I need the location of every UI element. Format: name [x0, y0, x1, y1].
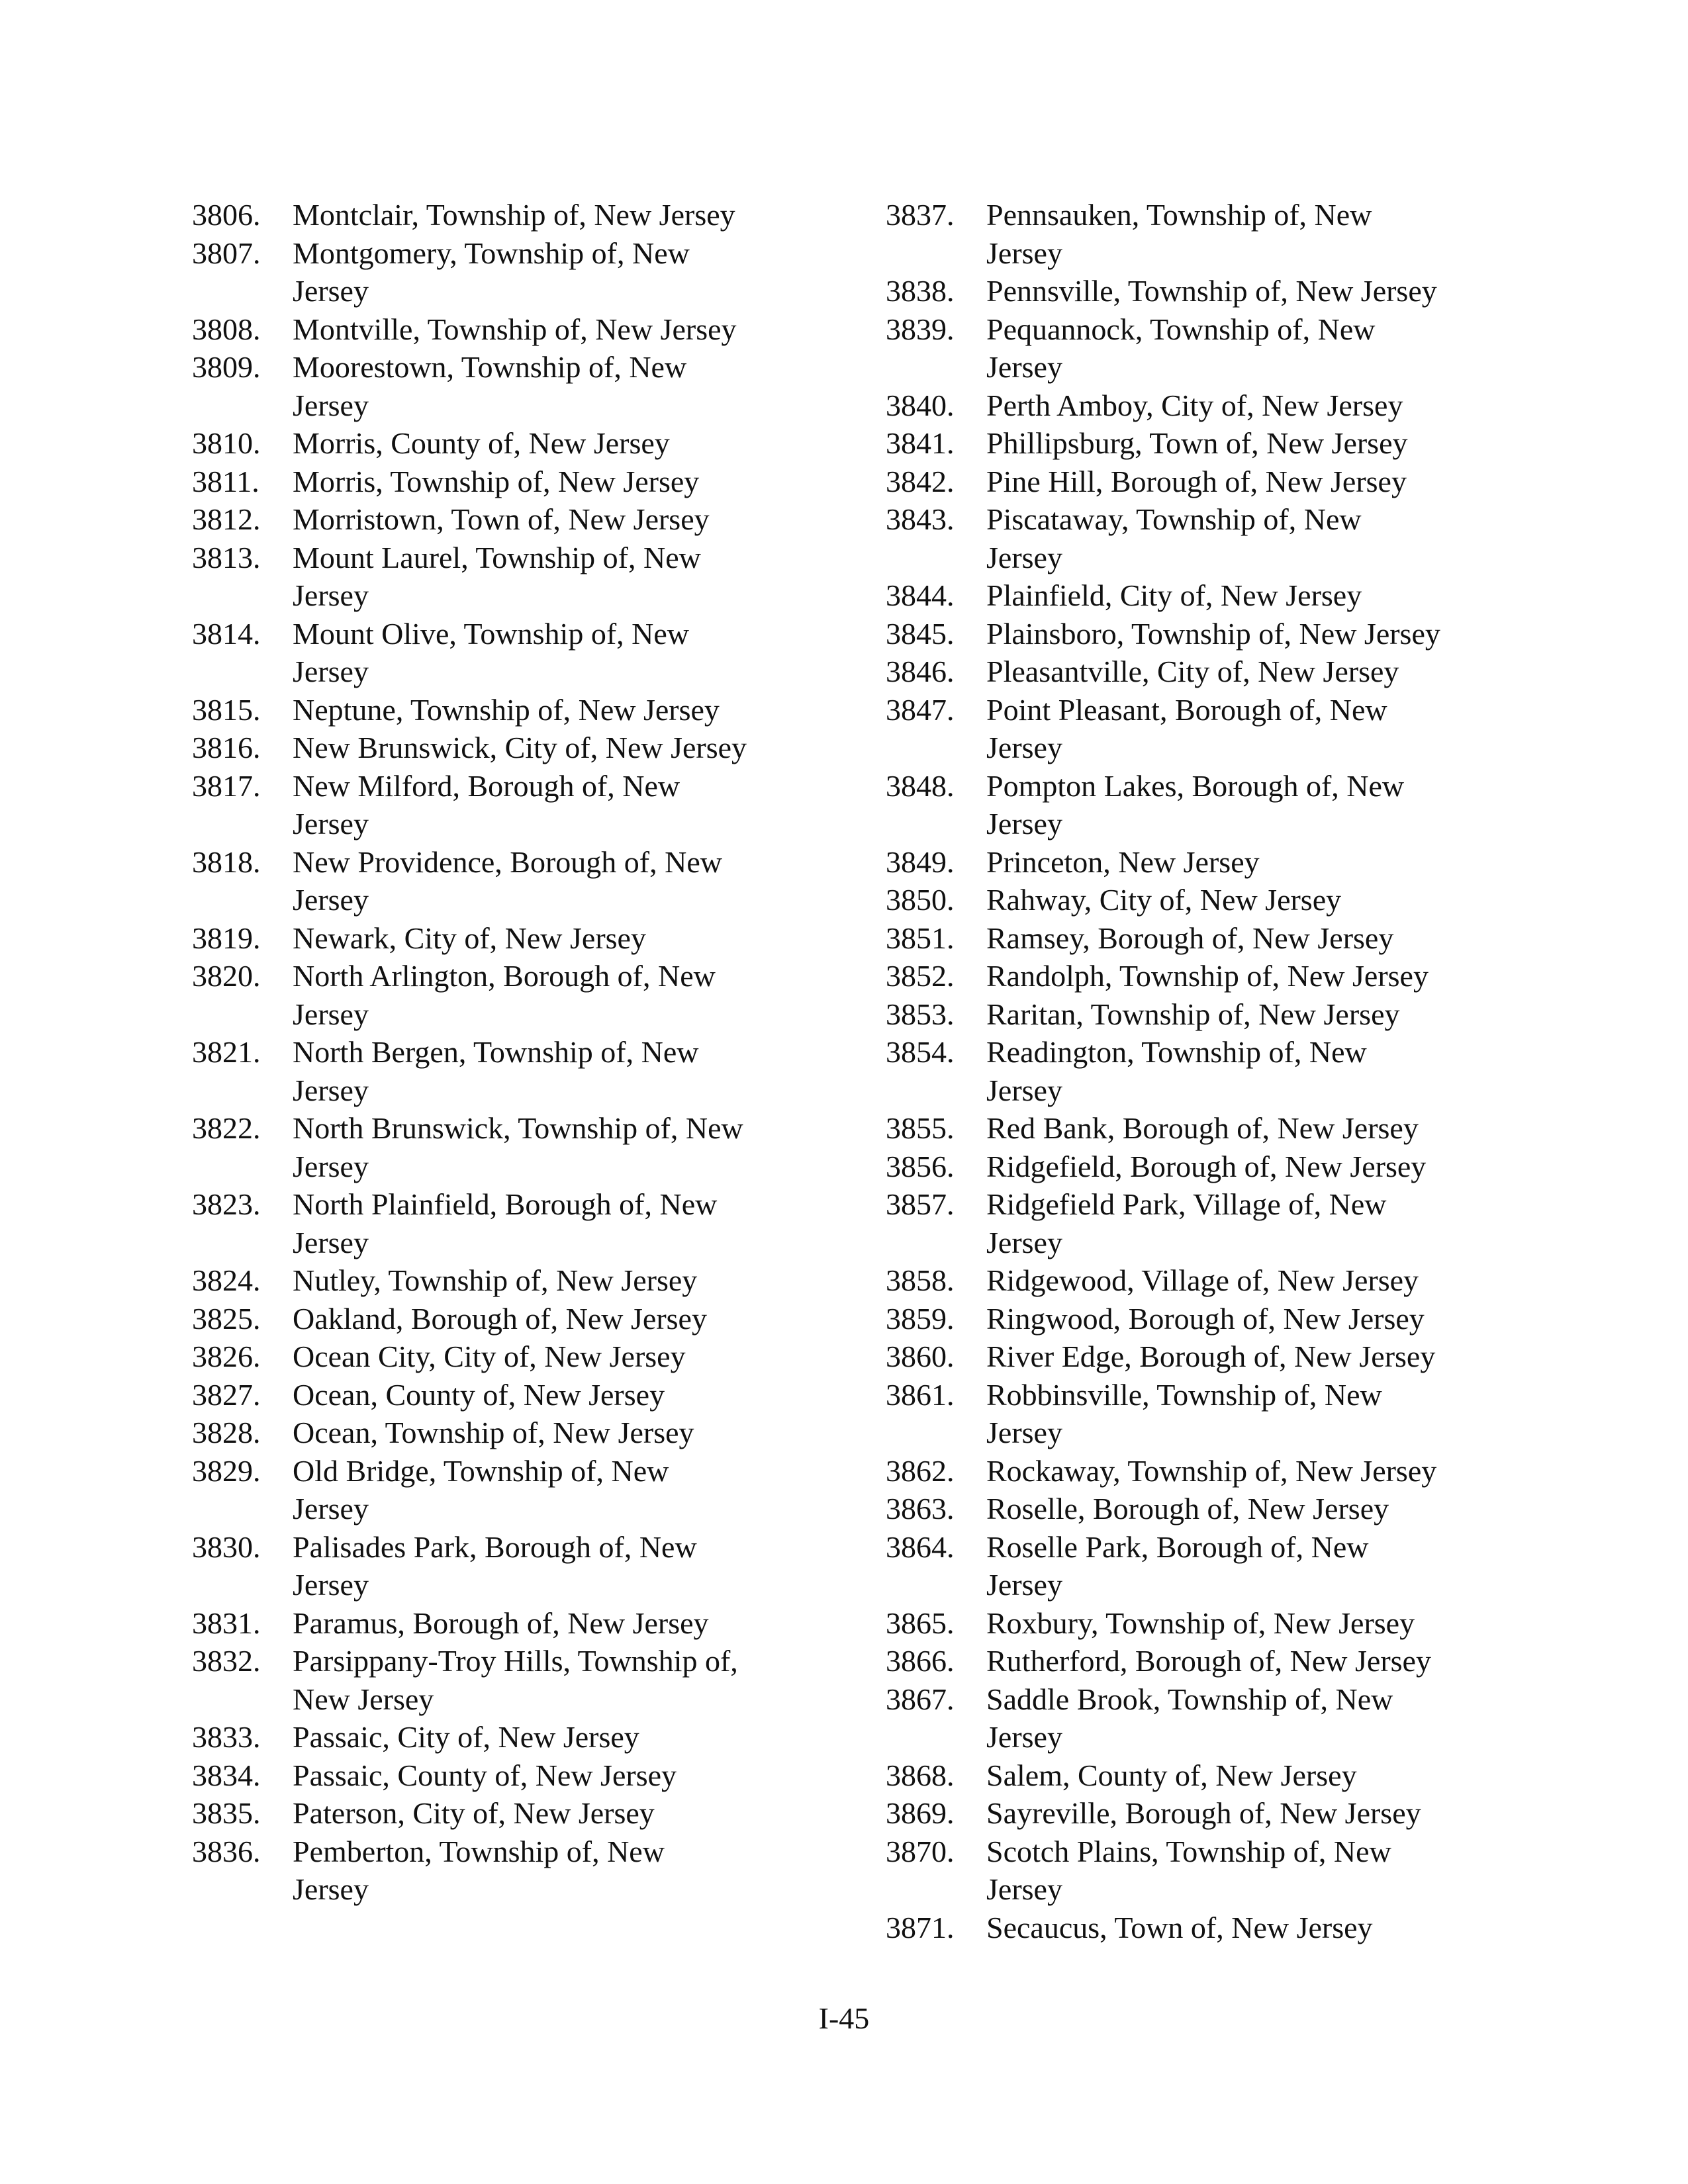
entry-line: Jersey: [293, 274, 369, 308]
entry-number: 3842.: [886, 464, 955, 498]
right-column-list: [886, 196, 1521, 1946]
entry-line: Randolph, Township of, New Jersey: [986, 959, 1429, 993]
entry-number: 3847.: [886, 692, 955, 727]
entry-number: 3830.: [192, 1529, 261, 1564]
entry-line: Montgomery, Township of, New: [293, 236, 690, 270]
list-item: [886, 995, 1521, 1034]
entry-line: Jersey: [293, 388, 369, 422]
entry-number: 3848.: [886, 768, 955, 803]
entry-text: [986, 653, 1521, 691]
entry-line: Readington, Township of, New: [986, 1035, 1367, 1069]
entry-line: Saddle Brook, Township of, New: [986, 1682, 1393, 1716]
entry-text: [986, 767, 1521, 843]
entry-number: 3814.: [192, 616, 261, 651]
entry-text: [293, 1261, 827, 1300]
list-item: [886, 1261, 1521, 1300]
entry-number: 3849.: [886, 844, 955, 879]
entry-line: Secaucus, Town of, New Jersey: [986, 1910, 1373, 1944]
list-item: [192, 1300, 827, 1338]
entry-line: Jersey: [293, 1872, 369, 1906]
list-item: [192, 767, 827, 843]
entry-line: Passaic, City of, New Jersey: [293, 1720, 639, 1754]
entry-text: [293, 463, 827, 501]
entry-number: 3810.: [192, 426, 261, 460]
list-item: [192, 539, 827, 615]
entry-text: [293, 1300, 827, 1338]
list-item: [886, 843, 1521, 882]
entry-number: 3851.: [886, 921, 955, 955]
list-item: [886, 387, 1521, 425]
entry-line: Scotch Plains, Township of, New: [986, 1834, 1391, 1868]
entry-line: Pennsauken, Township of, New: [986, 198, 1372, 232]
entry-number: 3854.: [886, 1035, 955, 1069]
entry-text: [986, 957, 1521, 995]
entry-line: New Brunswick, City of, New Jersey: [293, 731, 747, 764]
entry-line: Ridgefield, Borough of, New Jersey: [986, 1149, 1427, 1183]
entry-text: [293, 767, 827, 843]
list-item: [886, 1109, 1521, 1148]
entry-number: 3856.: [886, 1149, 955, 1183]
entry-number: 3839.: [886, 312, 955, 346]
entry-line: Piscataway, Township of, New: [986, 502, 1362, 536]
entry-text: [986, 843, 1521, 882]
entry-line: Montville, Township of, New Jersey: [293, 312, 737, 346]
entry-line: Jersey: [986, 1720, 1062, 1754]
entry-line: Jersey: [293, 997, 369, 1031]
entry-number: 3860.: [886, 1340, 955, 1373]
list-item: [192, 310, 827, 349]
entry-line: Pine Hill, Borough of, New Jersey: [986, 464, 1407, 498]
entry-line: Morris, Township of, New Jersey: [293, 464, 700, 498]
entry-text: [986, 1148, 1521, 1186]
entry-text: [986, 1109, 1521, 1148]
list-item: [192, 1642, 827, 1718]
entry-text: [986, 1490, 1521, 1528]
entry-text: [293, 1338, 827, 1376]
entry-line: Rockaway, Township of, New Jersey: [986, 1453, 1437, 1488]
entry-number: 3870.: [886, 1834, 955, 1868]
entry-line: Jersey: [986, 540, 1062, 574]
list-item: [192, 1185, 827, 1261]
entry-line: Palisades Park, Borough of, New: [293, 1529, 697, 1564]
entry-number: 3816.: [192, 731, 261, 764]
entry-line: Ridgefield Park, Village of, New: [986, 1187, 1387, 1221]
entry-number: 3844.: [886, 578, 955, 612]
entry-line: Jersey: [293, 807, 369, 841]
entry-text: [986, 919, 1521, 958]
entry-line: Jersey: [986, 236, 1062, 270]
entry-line: Pequannock, Township of, New: [986, 312, 1376, 346]
entry-line: Raritan, Township of, New Jersey: [986, 997, 1400, 1031]
list-item: [886, 1794, 1521, 1833]
entry-line: Jersey: [986, 731, 1062, 764]
list-item: [886, 1452, 1521, 1490]
entry-number: 3858.: [886, 1263, 955, 1297]
entry-text: [986, 387, 1521, 425]
entry-line: Rahway, City of, New Jersey: [986, 883, 1342, 917]
entry-line: Roselle, Borough of, New Jersey: [986, 1492, 1389, 1525]
list-item: [886, 1756, 1521, 1795]
entry-number: 3850.: [886, 883, 955, 917]
entry-line: Jersey: [293, 1568, 369, 1602]
entry-line: Salem, County of, New Jersey: [986, 1758, 1357, 1792]
list-item: [886, 691, 1521, 767]
entry-number: 3806.: [192, 198, 261, 232]
entry-text: [986, 272, 1521, 310]
page-number: I-45: [818, 2001, 870, 2035]
entry-line: Perth Amboy, City of, New Jersey: [986, 388, 1403, 422]
entry-number: 3822.: [192, 1111, 261, 1145]
list-item: [886, 767, 1521, 843]
entry-number: 3864.: [886, 1529, 955, 1564]
entry-line: Roxbury, Township of, New Jersey: [986, 1606, 1415, 1640]
entry-number: 3812.: [192, 502, 261, 536]
entry-line: Pompton Lakes, Borough of, New: [986, 768, 1405, 803]
entry-number: 3865.: [886, 1606, 955, 1640]
entry-line: Red Bank, Borough of, New Jersey: [986, 1111, 1419, 1145]
entry-line: Ramsey, Borough of, New Jersey: [986, 921, 1394, 955]
list-item: [886, 1833, 1521, 1909]
entry-line: Parsippany-Troy Hills, Township of,: [293, 1644, 738, 1678]
entry-text: [986, 1300, 1521, 1338]
entry-text: [293, 1833, 827, 1909]
entry-line: Jersey: [293, 1149, 369, 1183]
entry-number: 3863.: [886, 1492, 955, 1525]
entry-number: 3841.: [886, 426, 955, 460]
entry-line: North Brunswick, Township of, New: [293, 1111, 743, 1145]
entry-text: [986, 196, 1521, 272]
entry-number: 3823.: [192, 1187, 261, 1221]
list-item: [886, 1185, 1521, 1261]
list-item: [192, 1718, 827, 1756]
entry-text: [986, 500, 1521, 576]
list-item: [192, 957, 827, 1033]
entry-line: Jersey: [293, 883, 369, 917]
list-item: [886, 1680, 1521, 1756]
entry-number: 3853.: [886, 997, 955, 1031]
entry-text: [293, 539, 827, 615]
entry-number: 3811.: [192, 464, 259, 498]
entry-text: [293, 1642, 827, 1718]
entry-line: Nutley, Township of, New Jersey: [293, 1263, 698, 1297]
entry-line: Point Pleasant, Borough of, New: [986, 692, 1387, 727]
entry-text: [986, 463, 1521, 501]
entry-text: [293, 196, 827, 234]
entry-number: 3829.: [192, 1453, 261, 1488]
entry-text: [293, 615, 827, 691]
list-item: [886, 424, 1521, 463]
entry-number: 3833.: [192, 1720, 261, 1754]
entry-number: 3871.: [886, 1910, 955, 1944]
entry-line: Jersey: [986, 1073, 1062, 1107]
list-item: [192, 843, 827, 919]
entry-text: [986, 1680, 1521, 1756]
entry-line: Passaic, County of, New Jersey: [293, 1758, 677, 1792]
entry-text: [986, 881, 1521, 919]
entry-number: 3807.: [192, 236, 261, 270]
entry-line: Oakland, Borough of, New Jersey: [293, 1301, 707, 1336]
entry-number: 3861.: [886, 1377, 955, 1412]
entry-line: Jersey: [986, 807, 1062, 841]
entry-line: Ridgewood, Village of, New Jersey: [986, 1263, 1419, 1297]
entry-text: [986, 1604, 1521, 1643]
entry-number: 3827.: [192, 1377, 261, 1412]
entry-line: Newark, City of, New Jersey: [293, 921, 646, 955]
entry-text: [986, 1261, 1521, 1300]
list-item: [886, 1338, 1521, 1376]
entry-number: 3821.: [192, 1035, 261, 1069]
entry-line: Rutherford, Borough of, New Jersey: [986, 1644, 1431, 1678]
entry-text: [986, 1909, 1521, 1947]
list-item: [192, 1604, 827, 1643]
entry-text: [986, 1185, 1521, 1261]
entry-text: [293, 1756, 827, 1795]
entry-number: 3857.: [886, 1187, 955, 1221]
list-item: [886, 919, 1521, 958]
entry-text: [986, 1033, 1521, 1109]
list-item: [192, 691, 827, 729]
entry-line: Old Bridge, Township of, New: [293, 1453, 669, 1488]
entry-line: Jersey: [293, 1225, 369, 1259]
entry-line: Montclair, Township of, New Jersey: [293, 198, 735, 232]
entry-line: Morris, County of, New Jersey: [293, 426, 670, 460]
list-item: [886, 1490, 1521, 1528]
entry-number: 3825.: [192, 1301, 261, 1336]
entry-line: Ocean, County of, New Jersey: [293, 1377, 665, 1412]
entry-number: 3832.: [192, 1644, 261, 1678]
entry-text: [293, 348, 827, 424]
entry-line: Mount Laurel, Township of, New: [293, 540, 701, 574]
entry-line: Jersey: [986, 350, 1062, 384]
entry-text: [293, 234, 827, 310]
entry-text: [986, 576, 1521, 615]
entry-text: [986, 1528, 1521, 1604]
entry-number: 3843.: [886, 502, 955, 536]
entry-line: Neptune, Township of, New Jersey: [293, 692, 720, 727]
entry-text: [986, 615, 1521, 653]
entry-line: Moorestown, Township of, New: [293, 350, 687, 384]
list-item: [886, 500, 1521, 576]
entry-line: Pleasantville, City of, New Jersey: [986, 655, 1399, 688]
list-item: [192, 1833, 827, 1909]
list-item: [886, 1528, 1521, 1604]
entry-number: 3813.: [192, 540, 261, 574]
entry-text: [293, 1528, 827, 1604]
entry-text: [293, 691, 827, 729]
list-item: [192, 500, 827, 539]
list-item: [192, 1528, 827, 1604]
list-item: [886, 1033, 1521, 1109]
entry-number: 3866.: [886, 1644, 955, 1678]
entry-number: 3859.: [886, 1301, 955, 1336]
list-item: [886, 576, 1521, 615]
list-item: [886, 272, 1521, 310]
list-item: [886, 1642, 1521, 1680]
entry-line: Jersey: [293, 655, 369, 688]
entry-line: Paramus, Borough of, New Jersey: [293, 1606, 709, 1640]
entry-line: Pennsville, Township of, New Jersey: [986, 274, 1437, 308]
entry-number: 3826.: [192, 1340, 261, 1373]
entry-number: 3817.: [192, 768, 261, 803]
entry-line: Jersey: [986, 1416, 1062, 1449]
entry-line: Plainfield, City of, New Jersey: [986, 578, 1362, 612]
left-column-list: [192, 196, 827, 1909]
entry-number: 3840.: [886, 388, 955, 422]
list-item: [192, 1376, 827, 1414]
list-item: [886, 1148, 1521, 1186]
entry-text: [293, 1794, 827, 1833]
entry-number: 3835.: [192, 1796, 261, 1830]
entry-text: [986, 1756, 1521, 1795]
list-item: [192, 348, 827, 424]
entry-text: [293, 1414, 827, 1452]
entry-number: 3836.: [192, 1834, 261, 1868]
entry-text: [293, 310, 827, 349]
list-item: [886, 1909, 1521, 1947]
entry-line: New Providence, Borough of, New: [293, 844, 722, 879]
list-item: [192, 1109, 827, 1185]
entry-number: 3834.: [192, 1758, 261, 1792]
entry-text: [293, 1376, 827, 1414]
entry-number: 3828.: [192, 1416, 261, 1449]
entry-line: Ocean City, City of, New Jersey: [293, 1340, 686, 1373]
entry-text: [986, 1338, 1521, 1376]
list-item: [192, 1414, 827, 1452]
entry-number: 3809.: [192, 350, 261, 384]
entry-line: Jersey: [986, 1568, 1062, 1602]
list-item: [192, 463, 827, 501]
entry-number: 3845.: [886, 616, 955, 651]
entry-text: [293, 1452, 827, 1528]
entry-text: [986, 1452, 1521, 1490]
entry-line: North Bergen, Township of, New: [293, 1035, 699, 1069]
list-item: [886, 463, 1521, 501]
entry-number: 3837.: [886, 198, 955, 232]
entry-text: [986, 424, 1521, 463]
entry-line: North Arlington, Borough of, New: [293, 959, 716, 993]
entry-text: [293, 500, 827, 539]
entry-number: 3818.: [192, 844, 261, 879]
entry-line: New Jersey: [293, 1682, 434, 1716]
list-item: [192, 1338, 827, 1376]
entry-number: 3831.: [192, 1606, 261, 1640]
entry-line: Ringwood, Borough of, New Jersey: [986, 1301, 1425, 1336]
entry-number: 3855.: [886, 1111, 955, 1145]
list-item: [886, 196, 1521, 272]
entry-text: [986, 310, 1521, 387]
entry-line: Plainsboro, Township of, New Jersey: [986, 616, 1440, 651]
entry-number: 3819.: [192, 921, 261, 955]
entry-line: Jersey: [293, 1492, 369, 1525]
entry-line: Sayreville, Borough of, New Jersey: [986, 1796, 1421, 1830]
entry-text: [293, 1604, 827, 1643]
entry-text: [293, 1033, 827, 1109]
list-item: [192, 424, 827, 463]
entry-text: [293, 729, 827, 767]
list-item: [886, 957, 1521, 995]
entry-line: Jersey: [986, 1872, 1062, 1906]
entry-line: North Plainfield, Borough of, New: [293, 1187, 718, 1221]
entry-text: [986, 691, 1521, 767]
list-item: [192, 1756, 827, 1795]
entry-number: 3824.: [192, 1263, 261, 1297]
list-item: [192, 196, 827, 234]
list-item: [192, 234, 827, 310]
entry-number: 3838.: [886, 274, 955, 308]
entry-line: New Milford, Borough of, New: [293, 768, 680, 803]
entry-line: Princeton, New Jersey: [986, 844, 1260, 879]
entry-line: Jersey: [986, 1225, 1062, 1259]
list-item: [886, 1604, 1521, 1643]
entry-line: Robbinsville, Township of, New: [986, 1377, 1382, 1412]
entry-number: 3846.: [886, 655, 955, 688]
entry-line: River Edge, Borough of, New Jersey: [986, 1340, 1436, 1373]
entry-line: Ocean, Township of, New Jersey: [293, 1416, 694, 1449]
entry-text: [293, 1185, 827, 1261]
entry-text: [293, 424, 827, 463]
list-item: [192, 1794, 827, 1833]
entry-number: 3869.: [886, 1796, 955, 1830]
list-item: [886, 310, 1521, 387]
entry-text: [293, 957, 827, 1033]
list-item: [886, 881, 1521, 919]
list-item: [192, 919, 827, 958]
entry-text: [293, 1109, 827, 1185]
entry-number: 3868.: [886, 1758, 955, 1792]
entry-text: [986, 995, 1521, 1034]
entry-line: Jersey: [293, 578, 369, 612]
list-item: [192, 615, 827, 691]
entry-text: [986, 1376, 1521, 1452]
entry-number: 3867.: [886, 1682, 955, 1716]
entry-line: Roselle Park, Borough of, New: [986, 1529, 1369, 1564]
list-item: [192, 1452, 827, 1528]
list-item: [886, 1376, 1521, 1452]
entry-text: [986, 1794, 1521, 1833]
list-item: [886, 1300, 1521, 1338]
entry-number: 3820.: [192, 959, 261, 993]
list-item: [886, 615, 1521, 653]
entry-number: 3808.: [192, 312, 261, 346]
entry-line: Morristown, Town of, New Jersey: [293, 502, 710, 536]
entry-text: [293, 843, 827, 919]
entry-number: 3852.: [886, 959, 955, 993]
list-item: [192, 729, 827, 767]
entry-text: [986, 1642, 1521, 1680]
entry-line: Jersey: [293, 1073, 369, 1107]
entry-text: [293, 919, 827, 958]
entry-line: Pemberton, Township of, New: [293, 1834, 665, 1868]
entry-text: [293, 1718, 827, 1756]
entry-text: [986, 1833, 1521, 1909]
entry-line: Phillipsburg, Town of, New Jersey: [986, 426, 1408, 460]
entry-number: 3862.: [886, 1453, 955, 1488]
list-item: [192, 1033, 827, 1109]
list-item: [192, 1261, 827, 1300]
entry-number: 3815.: [192, 692, 261, 727]
list-item: [886, 653, 1521, 691]
entry-line: Mount Olive, Township of, New: [293, 616, 690, 651]
entry-line: Paterson, City of, New Jersey: [293, 1796, 655, 1830]
